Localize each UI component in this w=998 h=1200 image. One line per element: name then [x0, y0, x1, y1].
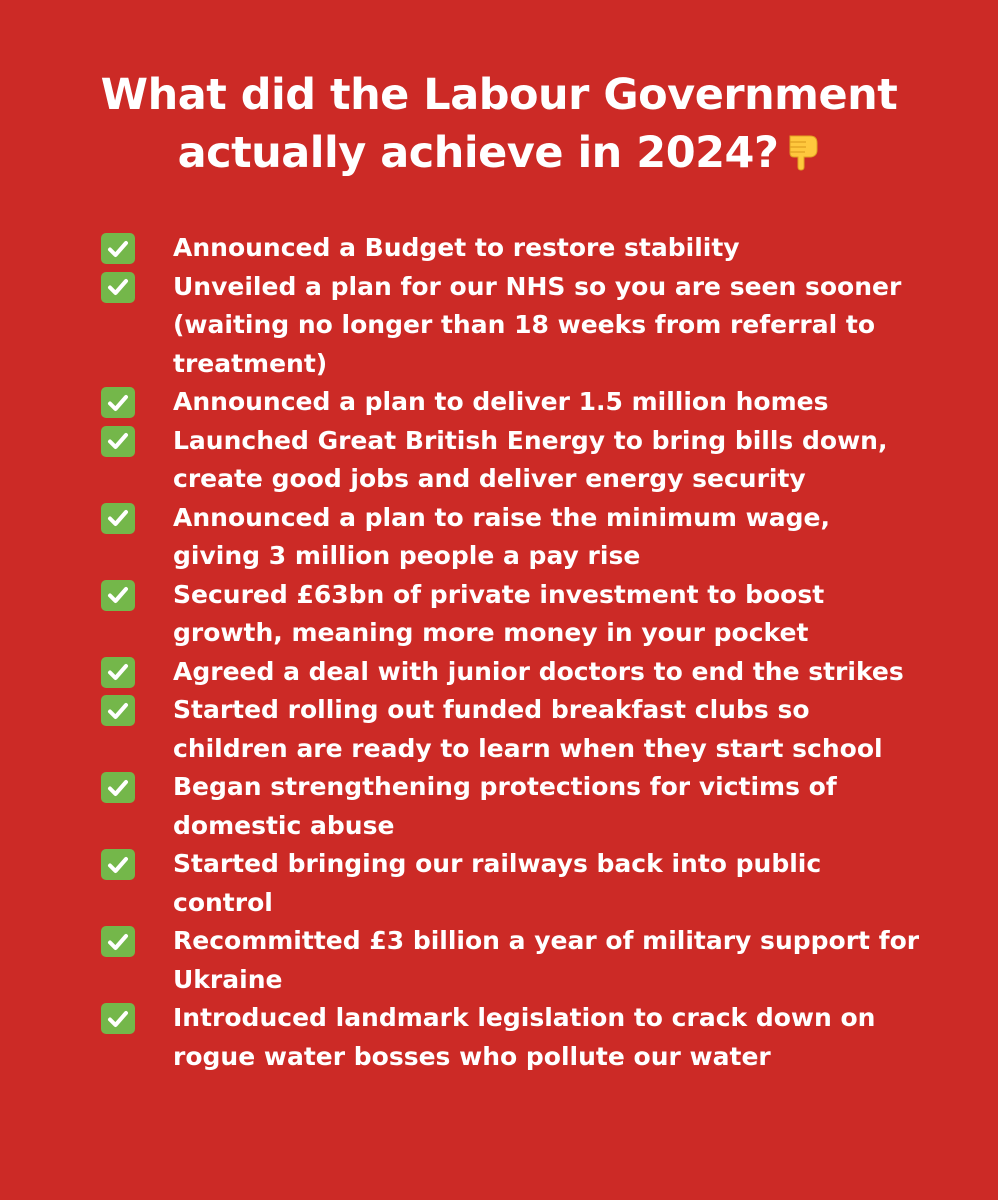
white-check-mark-icon — [101, 272, 135, 303]
list-item-text: growth, meaning more money in your pocket — [173, 618, 809, 647]
list-item-text: (waiting no longer than 18 weeks from referral to — [173, 310, 875, 339]
list-item-text: Began strengthening protections for victims of — [173, 772, 837, 801]
title-line-2 — [40, 124, 958, 182]
list-item — [0, 499, 998, 576]
white-check-mark-icon — [101, 657, 135, 688]
list-item — [0, 845, 998, 922]
list-item — [0, 691, 998, 768]
list-item-text: Announced a Budget to restore stability — [173, 233, 740, 262]
list-item-text: Launched Great British Energy to bring bills down, — [173, 425, 888, 455]
list-item-text: Introduced landmark legislation to crack down on — [173, 1003, 876, 1032]
list-item-text: Unveiled a plan for our NHS so you are seen sooner — [173, 271, 902, 301]
white-check-mark-icon — [101, 426, 135, 457]
white-check-mark-icon — [101, 580, 135, 611]
list-item-text: domestic abuse — [173, 810, 395, 840]
list-item-text: Recommitted £3 billion a year of military support for — [173, 926, 920, 955]
list-item — [0, 383, 998, 422]
white-check-mark-icon — [101, 695, 135, 726]
list-item-text: Announced a plan to deliver 1.5 million homes — [173, 387, 829, 416]
list-item-text: rogue water bosses who pollute our water — [173, 1041, 771, 1071]
white-check-mark-icon — [101, 926, 135, 957]
list-item — [0, 768, 998, 845]
white-check-mark-icon — [101, 1003, 135, 1034]
list-item-text: Agreed a deal with junior doctors to end the strikes — [173, 656, 904, 686]
list-item — [0, 653, 998, 692]
white-check-mark-icon — [101, 849, 135, 880]
list-item-text: Secured £63bn of private investment to boost — [173, 579, 825, 609]
list-item — [0, 999, 998, 1076]
list-item-text: treatment) — [173, 348, 328, 378]
list-item-text: Started bringing our railways back into public — [173, 849, 822, 878]
achievements-list — [0, 229, 998, 1076]
list-item-text: Ukraine — [173, 964, 283, 994]
list-item-text: control — [173, 887, 273, 917]
list-item-text: Started rolling out funded breakfast clubs so — [173, 695, 810, 724]
list-item — [0, 922, 998, 999]
list-item — [0, 576, 998, 653]
white-check-mark-icon — [101, 387, 135, 418]
page-title — [40, 66, 958, 182]
white-check-mark-icon — [101, 233, 135, 264]
backhand-index-pointing-down-icon — [786, 131, 820, 171]
list-item — [0, 422, 998, 499]
list-item-text: Announced a plan to raise the minimum wage, — [173, 502, 830, 532]
white-check-mark-icon — [101, 503, 135, 534]
title-line-1: What did the Labour Government — [100, 70, 898, 120]
list-item-text: create good jobs and deliver energy security — [173, 464, 806, 493]
list-item-text: children are ready to learn when they start school — [173, 733, 883, 763]
title-line-2-text: actually achieve in 2024? — [177, 128, 779, 178]
list-item-text: giving 3 million people a pay rise — [173, 541, 641, 570]
list-item — [0, 268, 998, 384]
white-check-mark-icon — [101, 772, 135, 803]
list-item — [0, 229, 998, 268]
